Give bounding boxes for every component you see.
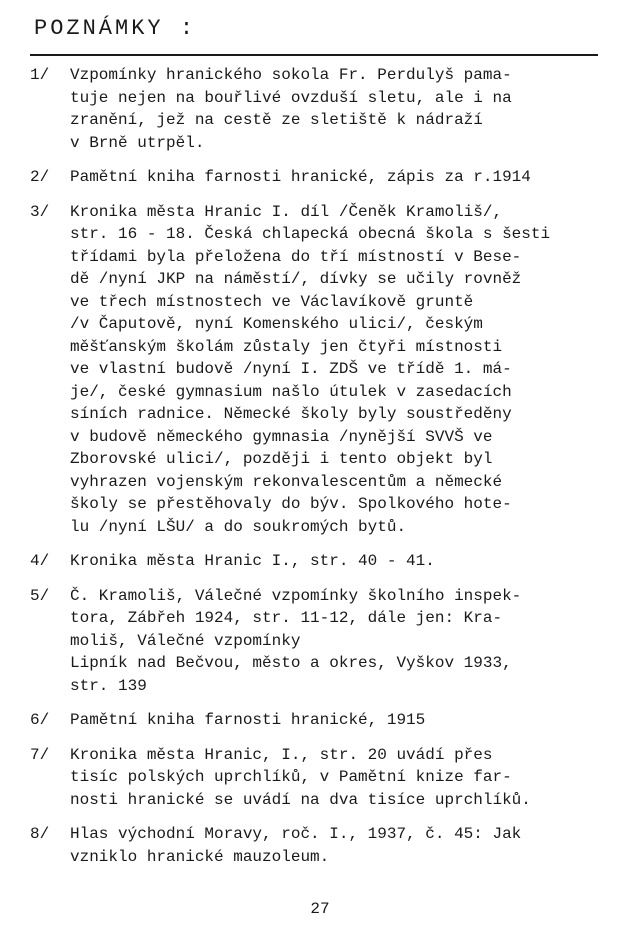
note-item (30, 201, 630, 539)
note-text (70, 744, 630, 812)
note-line: str. 139 (70, 676, 147, 695)
heading-rule (30, 54, 598, 56)
note-number: 7/ (30, 745, 50, 764)
note-line: je/, české gymnasium našlo útulek v zasedacích (70, 382, 512, 401)
page-heading: POZNÁMKY : (34, 16, 197, 41)
note-line: v budově německého gymnasia /nynější SVVŠ ve (70, 427, 493, 446)
note-text (70, 201, 630, 539)
note-line: Lipník nad Bečvou, město a okres, Vyškov 1933, (70, 654, 512, 672)
note-item (30, 64, 630, 154)
note-line: Vzpomínky hranického sokola Fr. Perdulyš pama- (70, 66, 512, 84)
note-item (30, 585, 630, 698)
note-line: str. 16 - 18. Česká chlapecká obecná škola s šesti (70, 225, 551, 243)
note-line: Zborovské ulici/, později i tento objekt byl (70, 450, 493, 468)
note-line: Kronika města Hranic I., str. 40 - 41. (70, 552, 435, 570)
note-line: nosti hranické se uvádí na dva tisíce uprchlíků. (70, 790, 531, 809)
note-line: Kronika města Hranic I. díl /Čeněk Kramoliš/, (70, 202, 503, 221)
note-number: 2/ (30, 168, 50, 186)
note-text (70, 709, 630, 732)
note-line: lu /nyní LŠU/ a do soukromých bytů. (70, 517, 407, 536)
note-number: 6/ (30, 711, 50, 729)
note-line: Kronika města Hranic, I., str. 20 uvádí přes (70, 745, 493, 764)
note-text (70, 585, 630, 698)
note-item (30, 823, 630, 868)
note-line: Hlas východní Moravy, roč. I., 1937, č. 45: Jak (70, 825, 522, 843)
note-line: ve vlastní budově /nyní I. ZDŠ ve třídě 1. má- (70, 360, 512, 378)
note-text (70, 166, 630, 189)
note-number: 4/ (30, 552, 50, 570)
note-line: moliš, Válečné vzpomínky (70, 631, 301, 650)
note-line: vyhrazen vojenským rekonvalescentům a německé (70, 472, 503, 491)
note-number: 3/ (30, 202, 50, 221)
note-text (70, 64, 630, 154)
note-line: síních radnice. Německé školy byly soustředěny (70, 405, 512, 423)
note-number: 8/ (30, 825, 50, 843)
note-item (30, 709, 630, 732)
note-line: tuje nejen na bouřlivé ovzduší sletu, ale i na (70, 88, 512, 107)
note-line: v Brně utrpěl. (70, 133, 205, 152)
note-line: tisíc polských uprchlíků, v Pamětní knize far- (70, 768, 512, 786)
note-line: dě /nyní JKP na náměstí/, dívky se učily rovněž (70, 270, 522, 288)
page-number: 27 (310, 900, 330, 918)
note-line: Č. Kramoliš, Válečné vzpomínky školního inspek- (70, 586, 522, 605)
note-item (30, 744, 630, 812)
note-item (30, 166, 630, 189)
note-line: měšťanským školám zůstaly jen čtyři místnosti (70, 337, 503, 356)
note-number: 5/ (30, 586, 50, 605)
note-line: školy se přestěhovaly do býv. Spolkového hote- (70, 495, 512, 513)
note-line: /v Čaputově, nyní Komenského ulici/, českým (70, 315, 483, 333)
note-line: vzniklo hranické mauzoleum. (70, 847, 330, 866)
notes-list (30, 64, 630, 880)
note-line: třídami byla přeložena do tří místností v Bese- (70, 247, 522, 266)
note-number: 1/ (30, 66, 50, 84)
note-line: zranění, jež na cestě ze sletiště k nádraží (70, 111, 483, 129)
note-line: Pamětní kniha farnosti hranické, zápis za r.1914 (70, 168, 531, 186)
note-item (30, 550, 630, 573)
note-text (70, 823, 630, 868)
note-line: tora, Zábřeh 1924, str. 11-12, dále jen: Kra- (70, 609, 503, 627)
note-text (70, 550, 630, 573)
note-line: Pamětní kniha farnosti hranické, 1915 (70, 711, 426, 729)
note-line: ve třech místnostech ve Václavíkově gruntě (70, 292, 474, 311)
